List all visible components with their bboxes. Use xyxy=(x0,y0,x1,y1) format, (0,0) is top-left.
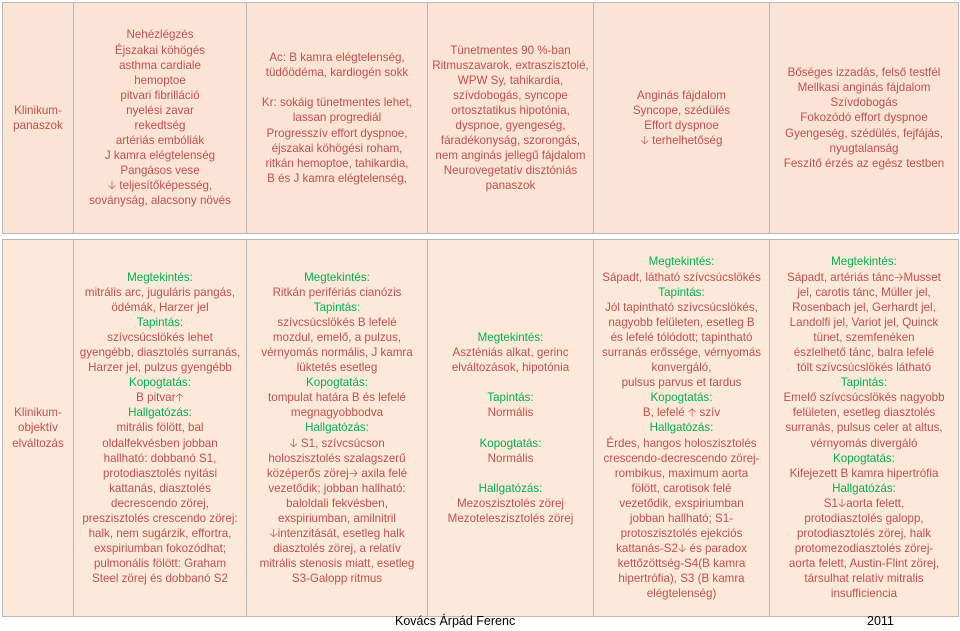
cell-line: Mellkasi anginás fájdalom xyxy=(797,81,931,95)
cell-line: pitvari fibrilláció xyxy=(120,88,200,102)
cell-line: Progresszív effort dyspnoe, xyxy=(266,126,408,140)
cell-line: hipertrófia), S3 (B kamra xyxy=(618,572,745,586)
cell-line xyxy=(250,80,424,95)
cell-line: Gyengeség, szédülés, fejfájás, xyxy=(785,126,943,140)
cell-line: WPW Sy, tahikardia, xyxy=(457,73,564,87)
cell-line: Anginás fájdalom xyxy=(637,88,726,102)
table-cell xyxy=(74,240,247,617)
cell-line: mitrális fölött, bal xyxy=(116,421,204,435)
cell-line: Bőséges izzadás, felső testfél xyxy=(787,66,941,80)
cell-line: nem anginás jellegű fájdalom xyxy=(435,149,586,163)
cell-line: felületen, esetleg diasztolés xyxy=(792,406,936,420)
cell-line: decrescendo zörej, xyxy=(111,496,209,510)
cell-line: és lefelé tólódott; tapintható xyxy=(610,330,753,344)
cell-line: protodiasztolés zörej, halk xyxy=(796,527,932,541)
table-cell xyxy=(247,240,428,617)
cell-line: tüdőödéma, kardiogén sokk xyxy=(265,66,409,80)
cell-line: tólt szívcsúcslökés látható xyxy=(796,361,932,375)
cell-line: fölött, carotisok felé xyxy=(631,481,732,495)
cell-line: Normális xyxy=(487,406,534,420)
section-label: Tapintás: xyxy=(487,391,534,405)
cell-line: Feszítő érzés az egész testben xyxy=(783,156,945,170)
cell-line: mitrális arc, juguláris pangás, xyxy=(84,285,236,299)
cell-line: Normális xyxy=(487,451,534,465)
cell-line: Mezoszisztolés zörej xyxy=(457,496,564,510)
section-label: Tapintás: xyxy=(136,315,184,329)
row-header-complaints xyxy=(3,3,74,234)
table-cell xyxy=(770,3,959,234)
cell-line: exspiriumban, amilnitril xyxy=(278,512,396,526)
row-header-findings xyxy=(3,240,74,617)
cell-line: éjszakai köhögési roham, xyxy=(271,141,403,155)
cell-line: B és J kamra elégtelenség, xyxy=(267,171,407,185)
cell-line: gyengébb, diasztolés surranás, xyxy=(79,345,241,359)
cell-line: Sápadt, artériás tánc🡢Musset xyxy=(787,270,941,284)
cell-line: 🡣 S1, szívcsúcson xyxy=(289,436,385,450)
table-cell xyxy=(770,240,959,617)
cell-line: Klinikum- xyxy=(14,103,62,117)
section-label: Hallgatózás: xyxy=(832,481,896,495)
section-label: Megtekintés: xyxy=(648,255,715,269)
cell-line: kattanás, diasztolés xyxy=(109,481,211,495)
cell-line: holoszisztolés szalagszerű xyxy=(268,451,406,465)
cell-line: szívdobogás, syncope xyxy=(453,88,568,102)
cell-line: hallható: dobbanó S1, xyxy=(103,451,217,465)
cell-line: Tünetmentes 90 %-ban xyxy=(450,43,571,57)
cell-line xyxy=(431,420,590,435)
cell-line: Ritkán perifériás cianózis xyxy=(272,285,402,299)
cell-line xyxy=(431,466,590,481)
section-label: Tapintás: xyxy=(658,285,705,299)
cell-line: crescendo-decrescendo zörej- xyxy=(603,451,760,465)
cell-line: protoszisztolés ejekciós xyxy=(620,527,743,541)
cell-line: jobban hallható; S1- xyxy=(629,512,734,526)
cell-line: S1🡣aorta felett, xyxy=(823,496,905,510)
cell-line: J kamra elégtelenség xyxy=(104,149,216,163)
cell-line: kattanás-S2🡣 és paradox xyxy=(616,542,747,556)
cell-line: exspiriumban fokozódhat; xyxy=(93,542,227,556)
cell-line: lassan progrediál xyxy=(292,111,382,125)
cell-line: vezetődik, exspiriumban xyxy=(619,496,744,510)
table-cell xyxy=(594,3,770,234)
cell-line: diasztolés zörej, a relatív xyxy=(273,542,401,556)
cell-line: S3-Galopp ritmus xyxy=(291,572,383,586)
cell-line: tompulat határa B és lefelé xyxy=(268,391,406,405)
cell-line: insufficiencia xyxy=(830,587,898,601)
table-cell xyxy=(428,240,594,617)
section-label: Hallgatózás: xyxy=(305,421,369,435)
cell-line: Kr: sokáig tünetmentes lehet, xyxy=(261,96,413,110)
table-row-findings xyxy=(3,240,959,617)
cell-line: B pitvar🡡 xyxy=(136,391,184,405)
cell-line: panaszok xyxy=(13,119,63,132)
section-label: Kopogtatás: xyxy=(479,436,542,450)
section-label: Kopogtatás: xyxy=(129,376,191,390)
cell-line: protodiasztolés nyitási xyxy=(102,466,218,480)
cell-line: Jól tapintható szívcsúcslökés, xyxy=(605,300,758,314)
table-row-complaints xyxy=(3,3,959,234)
cell-line: Sápadt, látható szívcsúcslökés xyxy=(602,270,761,284)
cell-line: Pangásos vese xyxy=(120,164,200,178)
cell-line: szívcsúcslökés B lefelé xyxy=(277,315,397,329)
cell-line: Steel zörej és dobbanó S2 xyxy=(91,572,228,586)
table-cell xyxy=(428,3,594,234)
cell-line: Ritmuszavarok, extraszisztolé, xyxy=(432,58,589,72)
section-label: Kopogtatás: xyxy=(306,376,368,390)
cell-line: Harzer jel, pulzus gyengébb xyxy=(88,361,232,375)
cell-line: nyelési zavar xyxy=(126,103,194,117)
cell-line: Rosenbach jel, Gerhardt jel, xyxy=(792,300,936,314)
section-label: Megtekintés: xyxy=(127,270,193,284)
cell-line: konvergáló, xyxy=(651,361,712,375)
cell-line: jel, carotis tánc, Müller jel, xyxy=(797,285,931,299)
cell-line: mitrális stenosis miatt, esetleg xyxy=(259,557,415,571)
cell-line: surranás, pulsus celer at altus, xyxy=(785,421,943,435)
cell-line: megnagyobbodva xyxy=(290,406,384,420)
cell-line: Éjszakai köhögés xyxy=(114,43,206,57)
cell-line: Neurovegetatív disztóniás xyxy=(443,164,578,178)
cell-line: Érdes, hangos holoszisztolés xyxy=(606,436,757,450)
section-label: Megtekintés: xyxy=(831,255,897,269)
table-cell xyxy=(594,240,770,617)
cell-line: B, lefelé 🡡 szív xyxy=(642,406,721,420)
cell-line: Emelő szívcsúcslökés nagyobb xyxy=(783,391,945,405)
cell-line: soványság, alacsony növés xyxy=(89,194,231,208)
cell-line: vérnyomás divergáló xyxy=(810,436,918,450)
cell-line: elváltozás xyxy=(12,436,64,450)
cell-line: ortosztatikus hipotónia, xyxy=(451,103,570,117)
cell-line: protomezodiasztolés zörej- xyxy=(794,542,934,556)
section-label: Megtekintés: xyxy=(304,270,370,284)
cell-line: Kifejezett B kamra hipertrófia xyxy=(789,466,939,480)
comparison-table xyxy=(2,2,959,617)
section-label: Hallgatózás: xyxy=(478,481,543,495)
cell-line: Mezoteleszisztolés zörej xyxy=(447,512,574,526)
table-cell xyxy=(74,3,247,234)
cell-line: rekedtség xyxy=(134,119,186,132)
cell-line: objektív xyxy=(18,421,58,435)
cell-line: nyugtalanság xyxy=(829,141,899,155)
cell-line: Klinikum- xyxy=(14,406,62,420)
cell-line: artériás embóliák xyxy=(115,134,205,148)
cell-line: aorta felett, Austin-Flint zörej, xyxy=(788,557,940,571)
cell-line: elváltozások, hipotónia xyxy=(451,361,570,375)
cell-line: baloldali fekvésben, xyxy=(286,496,388,510)
cell-line: ritkán hemoptoe, tahikardia, xyxy=(265,156,409,170)
table-cell xyxy=(247,3,428,234)
cell-line: észlelhető tánc, balra lefelé xyxy=(793,345,935,359)
cell-line: hemoptoe xyxy=(134,73,186,87)
section-label: Tapintás: xyxy=(313,300,361,314)
section-label: Hallgatózás: xyxy=(649,421,714,435)
cell-line: Syncope, szédülés xyxy=(632,103,731,117)
cell-line: szívcsúcslökés lehet xyxy=(107,330,213,344)
cell-line: panaszok xyxy=(485,179,536,193)
cell-line: társulhat relatív mitralis xyxy=(804,572,924,586)
cell-line: Effort dyspnoe xyxy=(644,119,719,132)
cell-line: 🡣 teljesítőképesség, xyxy=(107,179,213,193)
cell-line: fáradékonyság, szorongás, xyxy=(440,134,581,148)
cell-line: pulmonális fölött: Graham xyxy=(93,557,227,571)
cell-line: dyspnoe, gyengeség, xyxy=(455,119,566,132)
cell-line: elégtelenség) xyxy=(646,587,717,601)
cell-line: 🡣 terhelhetőség xyxy=(640,134,723,148)
cell-line: protodiasztolés galopp, xyxy=(804,512,924,526)
cell-line: lüktetés esetleg xyxy=(296,361,378,375)
section-label: Megtekintés: xyxy=(477,330,544,344)
cell-line: mozdul, emelő, a pulzus, xyxy=(272,330,402,344)
cell-line: preszisztolés crescendo zörej: xyxy=(82,512,238,526)
cell-line: asthma cardiale xyxy=(119,58,201,72)
cell-line: rombikus, maximum aorta xyxy=(614,466,749,480)
cell-line: 🡣intenzitását, esetleg halk xyxy=(269,527,405,541)
cell-line: Fokozódó effort dyspnoe xyxy=(800,111,928,125)
page-footer xyxy=(0,614,960,630)
cell-line xyxy=(431,375,590,390)
cell-line: Szívdobogás xyxy=(830,96,898,110)
cell-line: nagyobb felületen, esetleg B xyxy=(608,315,755,329)
cell-line: oldalfekvésben jobban xyxy=(102,436,218,450)
section-label: Hallgatózás: xyxy=(128,406,192,420)
footer-author: Kovács Árpád Ferenc xyxy=(395,614,516,628)
cell-line: tünet, szemfenéken xyxy=(813,330,915,344)
section-label: Kopogtatás: xyxy=(833,451,895,465)
cell-line: Ac: B kamra elégtelenség, xyxy=(269,51,405,65)
cell-line: vezetődik; jobban hallható: xyxy=(268,481,406,495)
cell-line: Landolfi jel, Variot jel, Quinck xyxy=(789,315,939,329)
cell-line: vérnyomás normális, J kamra xyxy=(261,345,413,359)
cell-line: surranás erőssége, vérnyomás xyxy=(601,345,762,359)
cell-line: ödémák, Harzer jel xyxy=(111,300,209,314)
section-label: Tapintás: xyxy=(840,376,888,390)
cell-line: pulsus parvus et tardus xyxy=(621,376,742,390)
cell-line: kettőzöttség-S4(B kamra xyxy=(617,557,746,571)
cell-line: Nehézlégzés xyxy=(126,28,194,42)
section-label: Kopogtatás: xyxy=(650,391,713,405)
cell-line: Aszténiás alkat, gerinc xyxy=(452,345,569,359)
cell-line: halk, nem sugárzik, effortra, xyxy=(88,527,232,541)
footer-year: 2011 xyxy=(867,614,894,628)
cell-line: középerős zörej🡢 axila felé xyxy=(266,466,408,480)
